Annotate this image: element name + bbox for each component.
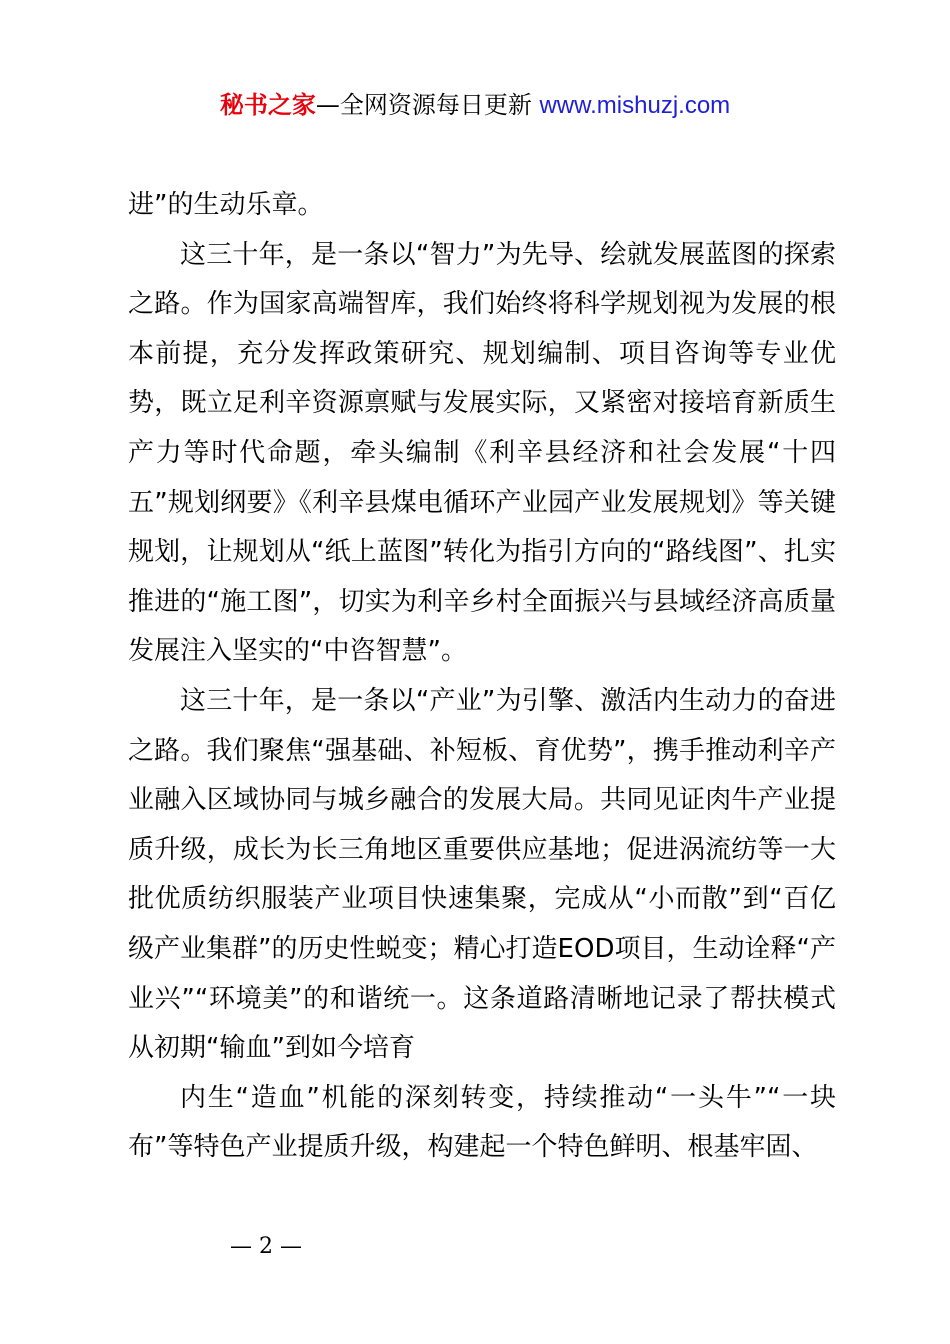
page-number: — 2 — [230,1234,302,1259]
site-tagline: —全网资源每日更新 [315,91,540,119]
document-body [128,181,836,1173]
site-url-link[interactable]: www.mishuzj.com [539,92,731,119]
paragraph-continuation: 进”的生动乐章。 [128,190,324,220]
site-header [0,88,950,123]
paragraph-industry: 这三十年，是一条以“产业”为引擎、激活内生动力的奋进之路。我们聚焦“强基础、补短板、育优势”，携手推动利辛产业融入区域协同与城乡融合的发展大局。共同见证肉牛产业提质升级，成长为长三角地区重要供应基地；促进涡流纺等一大批优质纺织服装产业项目快速集聚，完成从“小而散”到“百亿级产业集群”的历史性蜕变；精心打造EOD项目，生动诠释“产业兴”“环境美”的和谐统一。这条道路清晰地记录了帮扶模式从初期“输血”到如今培育 [128,685,836,1064]
paragraph-transformation: 内生“造血”机能的深刻转变，持续推动“一头牛”“一块布”等特色产业提质升级，构建起一个特色鲜明、根基牢固、 [128,1082,836,1163]
site-brand: 秘书之家 [219,91,316,119]
paragraph-planning: 这三十年，是一条以“智力”为先导、绘就发展蓝图的探索之路。作为国家高端智库，我们始终将科学规划视为发展的根本前提，充分发挥政策研究、规划编制、项目咨询等专业优势，既立足利辛资源禀赋与发展实际，又紧密对接培育新质生产力等时代命题，牵头编制《利辛县经济和社会发展“十四五”规划纲要》《利辛县煤电循环产业园产业发展规划》等关键规划，让规划从“纸上蓝图”转化为指引方向的“路线图”、扎实推进的“施工图”，切实为利辛乡村全面振兴与县域经济高质量发展注入坚实的“中咨智慧”。 [128,239,836,667]
